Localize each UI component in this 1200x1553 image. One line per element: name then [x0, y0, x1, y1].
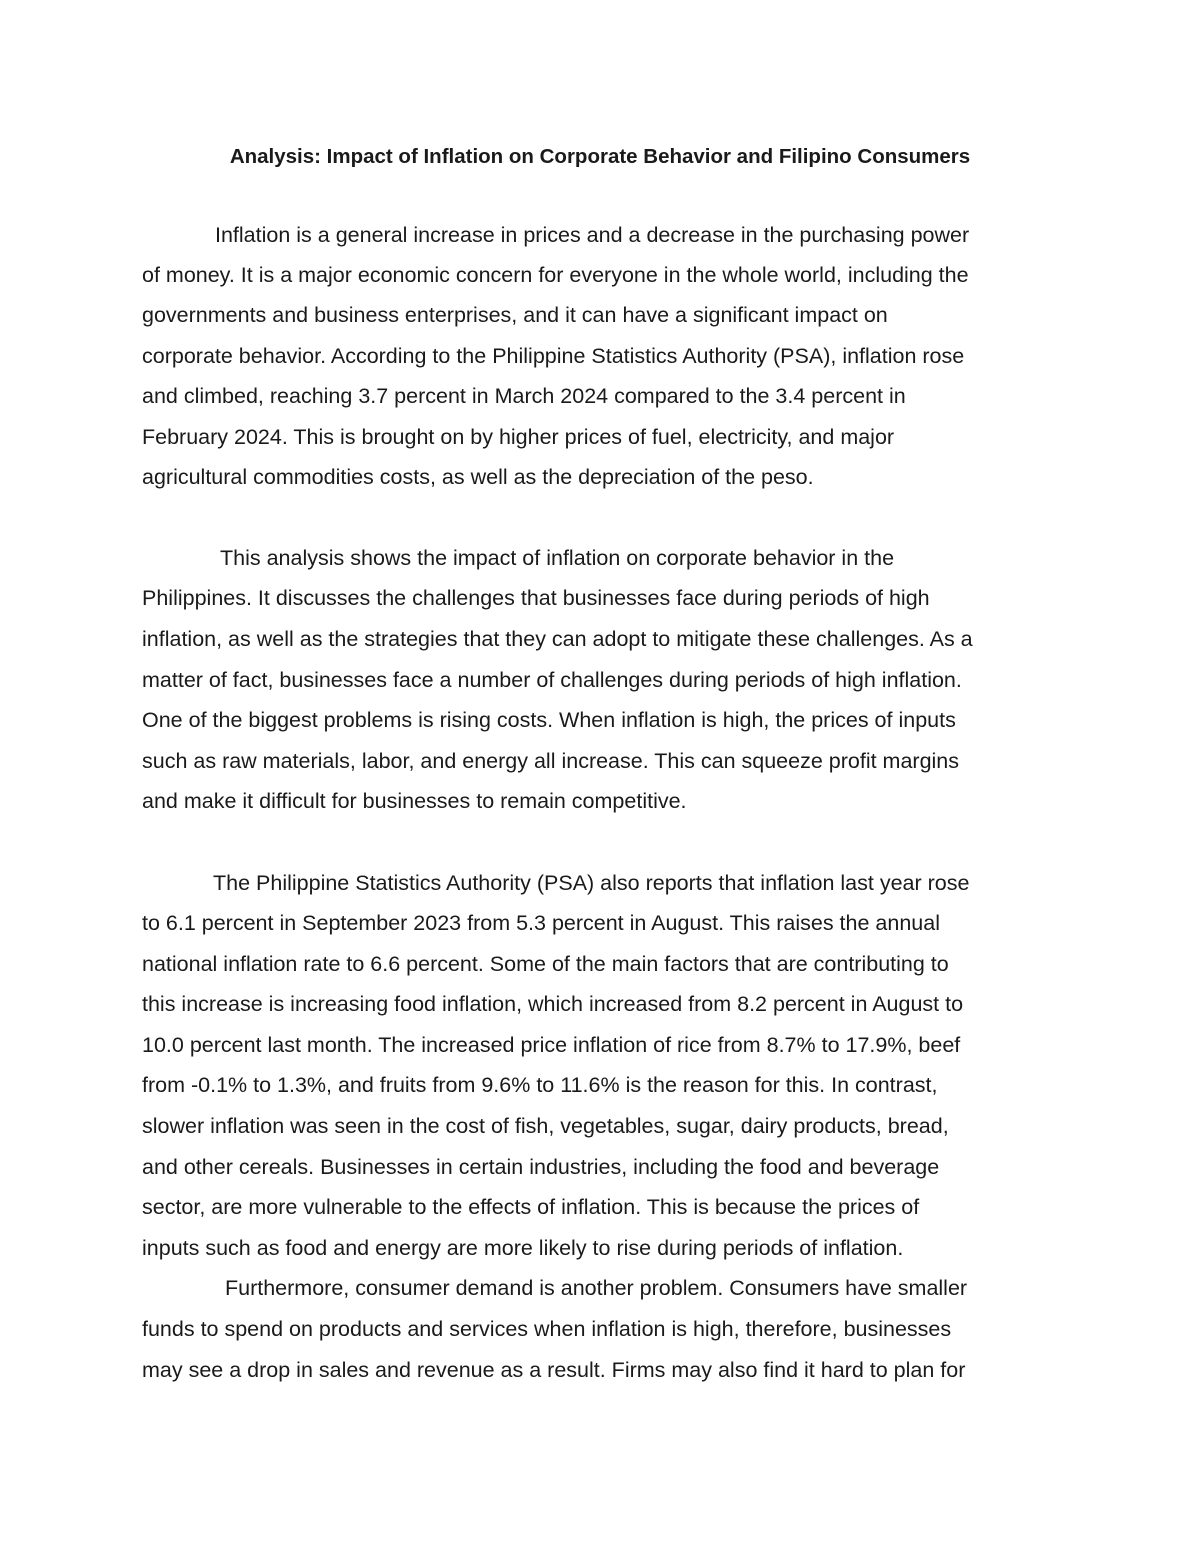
paragraph-3-line: this increase is increasing food inflation, which increased from 8.2 percent in August to [142, 992, 964, 1016]
paragraph-2-line: matter of fact, businesses face a number of challenges during periods of high inflation. [142, 668, 962, 692]
paragraph-3-line: inputs such as food and energy are more likely to rise during periods of inflation. [142, 1236, 904, 1260]
paragraph-3-line: slower inflation was seen in the cost of fish, vegetables, sugar, dairy products, bread, [142, 1114, 949, 1138]
paragraph-1-line: governments and business enterprises, and it can have a significant impact on [142, 303, 888, 327]
paragraph-1-line: February 2024. This is brought on by higher prices of fuel, electricity, and major [142, 425, 895, 449]
paragraph-1-line: agricultural commodities costs, as well as the depreciation of the peso. [142, 465, 814, 489]
paragraph-4-line: funds to spend on products and services when inflation is high, therefore, businesses [142, 1317, 952, 1341]
paragraph-3-line: sector, are more vulnerable to the effects of inflation. This is because the prices of [142, 1195, 920, 1219]
paragraph-3-line: 10.0 percent last month. The increased price inflation of rice from 8.7% to 17.9%, beef [142, 1033, 961, 1057]
paragraph-2-line: and make it difficult for businesses to remain competitive. [142, 789, 687, 813]
paragraph-2-line: This analysis shows the impact of inflation on corporate behavior in the [220, 546, 895, 570]
paragraph-3-line: to 6.1 percent in September 2023 from 5.3 percent in August. This raises the annual [142, 911, 940, 935]
paragraph-1-line: Inflation is a general increase in prices and a decrease in the purchasing power [215, 223, 970, 247]
paragraph-4-line: Furthermore, consumer demand is another problem. Consumers have smaller [225, 1276, 968, 1300]
paragraph-1-line: and climbed, reaching 3.7 percent in March 2024 compared to the 3.4 percent in [142, 384, 906, 408]
paragraph-4-line: may see a drop in sales and revenue as a result. Firms may also find it hard to plan for [142, 1358, 966, 1382]
paragraph-2-line: Philippines. It discusses the challenges that businesses face during periods of high [142, 586, 930, 610]
paragraph-1-line: corporate behavior. According to the Philippine Statistics Authority (PSA), inflation rose [142, 344, 965, 368]
paragraph-2-line: such as raw materials, labor, and energy all increase. This can squeeze profit margins [142, 749, 960, 773]
paragraph-3-line: The Philippine Statistics Authority (PSA) also reports that inflation last year rose [213, 871, 970, 895]
paragraph-3-line: national inflation rate to 6.6 percent. Some of the main factors that are contributing to [142, 952, 949, 976]
document-title: Analysis: Impact of Inflation on Corporate Behavior and Filipino Consumers [229, 145, 971, 168]
paragraph-3-line: and other cereals. Businesses in certain industries, including the food and beverage [142, 1155, 940, 1179]
paragraph-3-line: from -0.1% to 1.3%, and fruits from 9.6% to 11.6% is the reason for this. In contrast, [142, 1073, 938, 1097]
paragraph-2-line: One of the biggest problems is rising costs. When inflation is high, the prices of inputs [142, 708, 956, 732]
paragraph-2-line: inflation, as well as the strategies that they can adopt to mitigate these challenges. As a [142, 627, 973, 651]
paragraph-1-line: of money. It is a major economic concern for everyone in the whole world, including the [142, 263, 969, 287]
